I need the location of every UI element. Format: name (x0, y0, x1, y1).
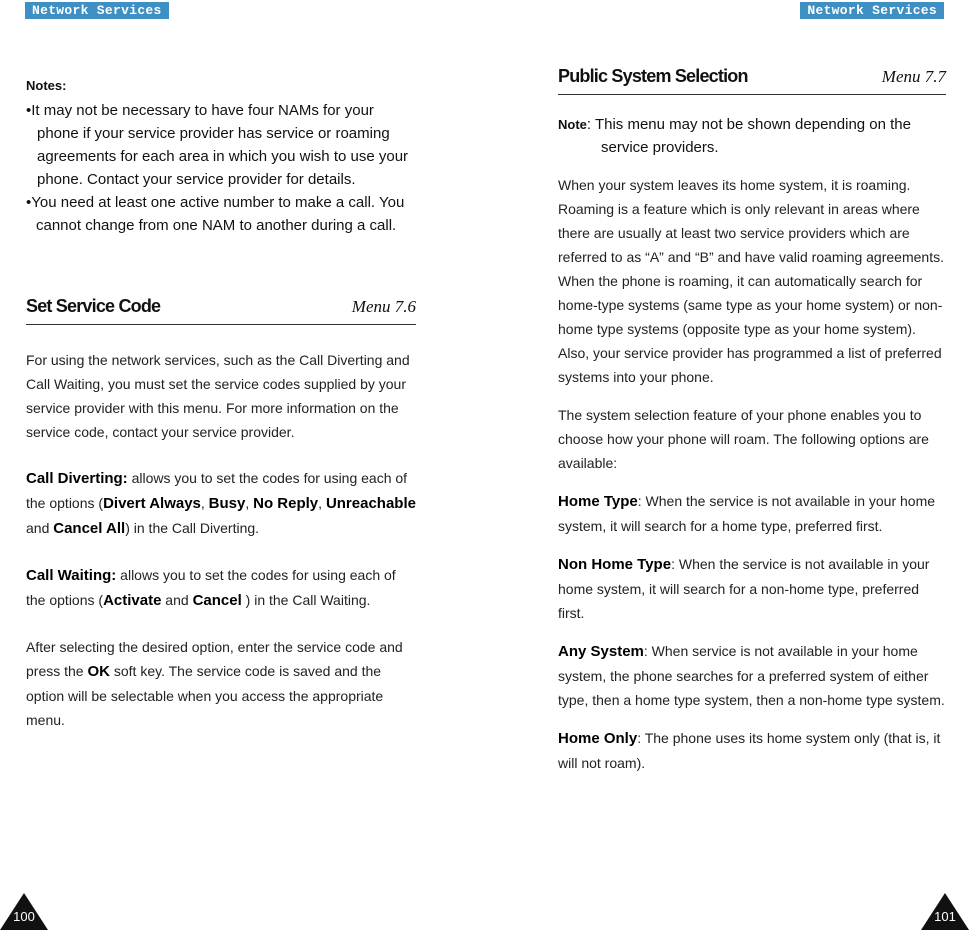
menu-reference: Menu 7.6 (351, 297, 416, 316)
right-page (558, 66, 946, 775)
note-item: •It may not be necessary to have four NAMs for your phone if your service provider has service or roaming agreements for each area in which you wish to use your phone. Contact your service provider for details. (26, 102, 409, 188)
after-selection-paragraph: After selecting the desired option, enter the service code and press the OK soft key. The service code is saved and the option will be selectable when you access the appropriate menu. (26, 639, 403, 728)
note-paragraph: Note: This menu may not be shown depending on the service providers. (558, 116, 911, 156)
option-home-type: Home Type: When the service is not available in your home system, it will search for a home type, preferred first. (558, 493, 936, 534)
note-label: Note (558, 117, 587, 132)
left-page (26, 78, 416, 732)
section-title: Set Service Code (26, 296, 161, 316)
header-tab-right: Network Services (800, 2, 944, 19)
page-number-right: 101 (934, 909, 956, 924)
notes-heading: Notes: (26, 78, 67, 93)
note-item: •You need at least one active number to make a call. You cannot change from one NAM to another during a call. (26, 194, 405, 234)
call-waiting-label: Call Waiting: (26, 567, 117, 584)
options-intro-paragraph: The system selection feature of your phone enables you to choose how your phone will roam. The following options are available: (558, 407, 929, 471)
page-number-left: 100 (13, 909, 35, 924)
section-title: Public System Selection (558, 66, 748, 86)
menu-reference: Menu 7.7 (881, 67, 946, 86)
ok-key-label: OK (87, 663, 110, 680)
option-any-system: Any System: When service is not available in your home system, the phone searches for a preferred system of either type, then a home type system, then a non-home type system. (558, 643, 945, 708)
notes-block (26, 78, 416, 237)
section-header-set-service-code (26, 296, 416, 325)
option-home-only: Home Only: The phone uses its home system only (that is, it will not roam). (558, 730, 941, 771)
option-non-home-type: Non Home Type: When the service is not available in your home system, it will search for a non-home type, preferred first. (558, 556, 930, 621)
header-tab-left: Network Services (25, 2, 169, 19)
section-header-public-system-selection (558, 66, 946, 95)
intro-paragraph: For using the network services, such as the Call Diverting and Call Waiting, you must set the service codes supplied by your service provider with this menu. For more information on the service code, contact your service provider. (26, 352, 410, 440)
roaming-paragraph: When your system leaves its home system, it is roaming. Roaming is a feature which is only relevant in areas where there are usually at least two service providers which are referred to as “A” and “B” and have valid roaming agreements. When the phone is roaming, it can automatically search for home-type systems (same type as your home system) or non-home type systems (opposite type as your home system). Also, your service provider has programmed a list of preferred systems into your phone. (558, 177, 944, 385)
call-waiting-paragraph: Call Waiting: allows you to set the codes for using each of the options (Activate and Cancel ) in the Call Waiting. (26, 567, 396, 609)
call-diverting-paragraph: Call Diverting: allows you to set the codes for using each of the options (Divert Always, Busy, No Reply, Unreachable and Cancel All) in the Call Diverting. (26, 470, 416, 537)
call-diverting-label: Call Diverting: (26, 470, 128, 487)
